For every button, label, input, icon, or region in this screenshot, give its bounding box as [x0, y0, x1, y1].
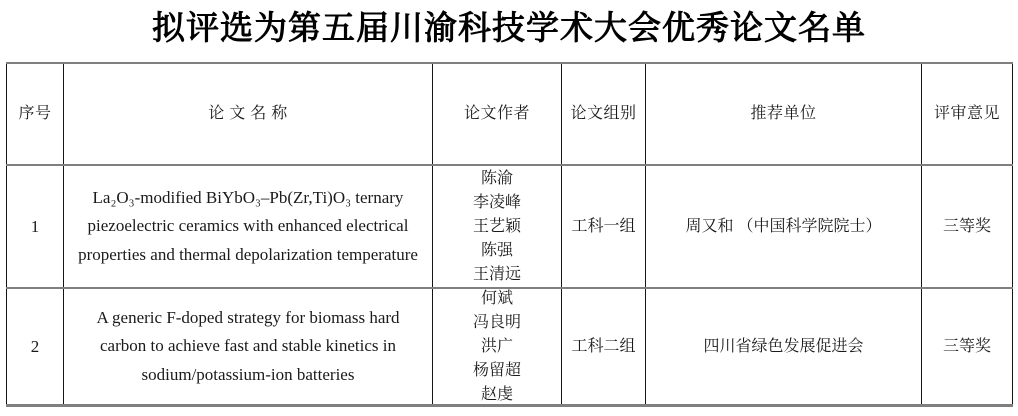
- author-name: 何斌: [480, 289, 513, 307]
- cell-group: 工科一组: [561, 166, 645, 287]
- table-header-row: [6, 64, 1013, 166]
- author-name: 陈渝: [480, 169, 513, 187]
- cell-recommender: 周又和 （中国科学院院士）: [645, 166, 921, 287]
- page-title: 拟评选为第五届川渝科技学术大会优秀论文名单: [152, 8, 866, 47]
- cell-index: 1: [6, 166, 63, 287]
- cell-authors: [432, 166, 561, 287]
- author-name: 赵虔: [480, 385, 513, 403]
- header-group: 论文组别: [561, 64, 645, 164]
- author-name: 杨留超: [472, 361, 521, 379]
- author-name: 王清远: [472, 265, 521, 283]
- papers-table: [6, 62, 1013, 407]
- header-authors: 论文作者: [432, 64, 561, 164]
- author-name: 李凌峰: [472, 193, 521, 211]
- cell-review: 三等奖: [921, 166, 1013, 287]
- cell-review: 三等奖: [921, 289, 1013, 404]
- header-review: 评审意见: [921, 64, 1013, 164]
- cell-paper-title: A generic F-doped strategy for biomass hard carbon to achieve fast and stable kinetics in sodium/potassium-ion batteries: [63, 289, 432, 404]
- author-name: 王艺颖: [472, 217, 521, 235]
- table-row: [6, 289, 1013, 404]
- cell-index: 2: [6, 289, 63, 404]
- cell-group: 工科二组: [561, 289, 645, 404]
- table-row: [6, 166, 1013, 289]
- cell-recommender: 四川省绿色发展促进会: [645, 289, 921, 404]
- author-name: 陈强: [480, 241, 513, 259]
- header-index: 序号: [6, 64, 63, 164]
- cell-paper-title: La₂O₃-modified BiYbO₃–Pb(Zr,Ti)O₃ ternary piezoelectric ceramics with enhanced electrical properties and thermal depolarization temperature: [63, 166, 432, 287]
- author-name: 冯良明: [472, 313, 521, 331]
- header-recommender: 推荐单位: [645, 64, 921, 164]
- cell-authors: [432, 289, 561, 404]
- header-paper-title: 论 文 名 称: [63, 64, 432, 164]
- author-name: 洪广: [480, 337, 513, 355]
